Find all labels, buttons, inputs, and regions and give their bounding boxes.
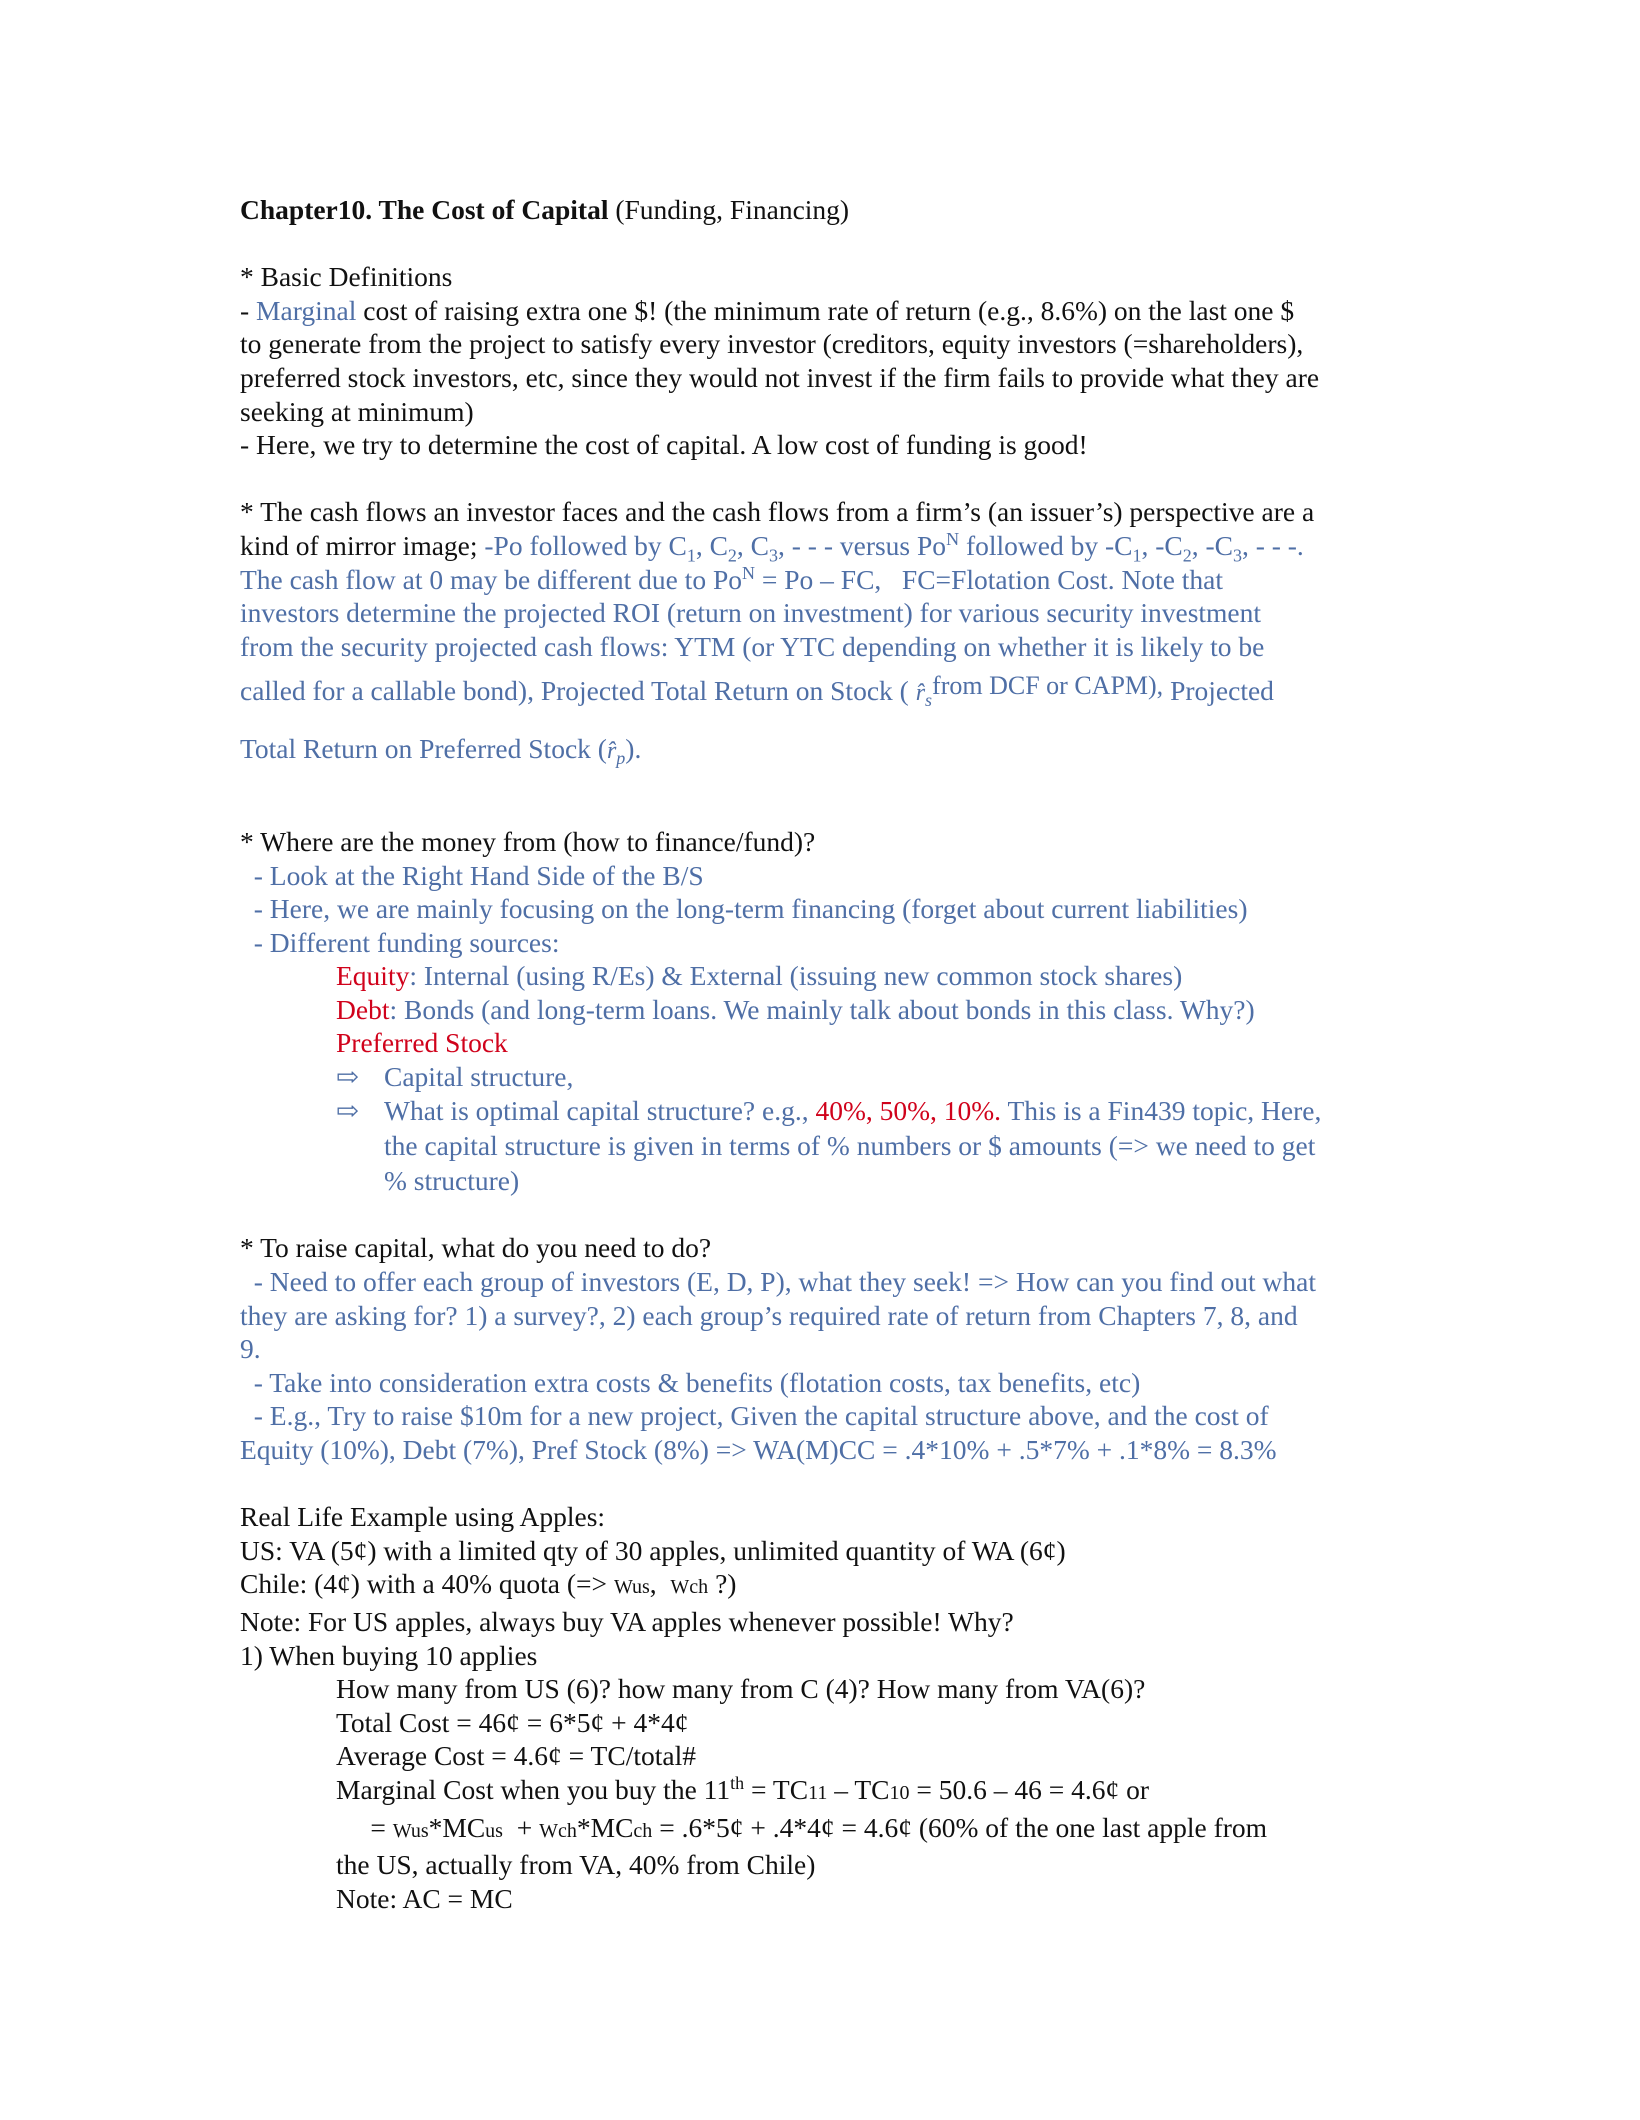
equity-text: : Internal (using R/Es) & External (issuing new common stock shares) (409, 960, 1183, 992)
chile-b: ?) (708, 1568, 737, 1600)
sup-th: th (730, 1772, 745, 1793)
cash-flows-section (240, 495, 1400, 779)
basic-definitions-section (240, 260, 1400, 462)
cashflow-line-6 (240, 663, 1400, 721)
seq-part: , - - -. (1241, 529, 1304, 561)
arrow-icon: ⇨ (336, 1061, 360, 1093)
i5-b: *MC (428, 1811, 486, 1843)
seq-part: , -C (1141, 529, 1183, 561)
sub-10: 10 (889, 1781, 910, 1804)
raise-line-6: Equity (10%), Debt (7%), Pref Stock (8%) => WA(M)CC = .4*10% + .5*7% + .1*8% = 8.3% (240, 1434, 1277, 1465)
r-hat-s (915, 680, 933, 711)
i5-a: = (336, 1811, 393, 1843)
w-us: Wus (613, 1576, 650, 1599)
seq-part: , C (736, 529, 770, 561)
apples-us: US: VA (5¢) with a limited qty of 30 apples, unlimited quantity of WA (6¢) (240, 1534, 1066, 1566)
r-hat-p (606, 738, 626, 769)
apples-section (240, 1500, 1400, 1915)
apples-item-5 (240, 1811, 1400, 1849)
cap1-text: Capital structure, (384, 1061, 574, 1093)
basic-line-5: - Here, we try to determine the cost of capital. A low cost of funding is good! (240, 429, 1088, 461)
basic-line-3: preferred stock investors, etc, since they would not invest if the firm fails to provide what they are (240, 361, 1320, 393)
cf7-b: ). (625, 733, 642, 765)
sub-1: 1 (1132, 545, 1142, 566)
sub-2: 2 (727, 545, 737, 566)
w-us: Wus (392, 1819, 429, 1842)
money-heading: * Where are the money from (how to finance/fund)? (240, 825, 816, 857)
sup-n: N (741, 562, 755, 583)
i5-e: = .6*5¢ + .4*4¢ = 4.6¢ (60% of the one last apple from (652, 1811, 1268, 1843)
document-page (240, 193, 1400, 1915)
raise-line-3: 9. (240, 1333, 261, 1365)
sub-us: us (485, 1819, 503, 1842)
basic-line-1-text: cost of raising extra one $! (the minimum rate of return (e.g., 8.6%) on the last one $ (356, 294, 1295, 326)
raise-line-4: - Take into consideration extra costs & benefits (flotation costs, tax benefits, etc) (240, 1366, 1141, 1398)
apples-chile (240, 1567, 1400, 1605)
cap3-line: the capital structure is given in terms of % numbers or $ amounts (=> we need to get (384, 1130, 1316, 1162)
arrow-icon: ⇨ (336, 1094, 360, 1126)
cashflow-sequence (484, 528, 1304, 566)
seq-part: followed by -C (959, 529, 1133, 561)
r-hat: r̂ (606, 738, 617, 765)
sub-11: 11 (808, 1781, 828, 1804)
basic-line-2: to generate from the project to satisfy every investor (creditors, equity investors (=shareholders), (240, 328, 1304, 360)
apples-item-7: Note: AC = MC (336, 1882, 513, 1914)
basic-line-4: seeking at minimum) (240, 395, 474, 427)
cap2-b: This is a Fin439 topic, Here, (1001, 1094, 1322, 1126)
sub-1: 1 (686, 545, 696, 566)
raise-line-2: they are asking for? 1) a survey?, 2) each group’s required rate of return from Chapters 7, 8, and (240, 1299, 1298, 1331)
apples-heading: Real Life Example using Apples: (240, 1501, 606, 1533)
seq-part: , -C (1191, 529, 1233, 561)
cf6-b: from DCF or CAPM), (932, 671, 1164, 701)
cashflow-line-7 (240, 721, 1400, 779)
apples-item-4 (240, 1773, 1400, 1811)
cashflow-line-2 (240, 528, 1400, 566)
title-bold: Chapter10. The Cost of Capital (240, 194, 609, 225)
i5-c: + (502, 1811, 540, 1843)
w-ch: Wch (670, 1576, 709, 1599)
optimal-structure-item (240, 1094, 1400, 1128)
debt-text: : Bonds (and long-term loans. We mainly talk about bonds in this class. Why?) (389, 993, 1255, 1025)
marginal-term: Marginal (256, 294, 357, 326)
cashflow-text: kind of mirror image; (240, 529, 485, 561)
r-hat: r̂ (915, 680, 926, 707)
cashflow-line-3 (240, 563, 1400, 597)
i4-a: Marginal Cost when you buy the 11 (336, 1773, 731, 1805)
apples-q1: 1) When buying 10 applies (240, 1639, 538, 1671)
apples-item-3: Average Cost = 4.6¢ = TC/total# (336, 1740, 696, 1772)
sub-3: 3 (1232, 545, 1242, 566)
dash: - (240, 294, 257, 326)
cap2-a: What is optimal capital structure? e.g., (384, 1094, 816, 1126)
apples-note-1: Note: For US apples, always buy VA apples whenever possible! Why? (240, 1605, 1014, 1637)
sub-p: p (616, 748, 626, 769)
money-bullet-2: - Here, we are mainly focusing on the long-term financing (forget about current liabilities) (240, 893, 1248, 925)
chapter-title (240, 193, 1400, 227)
apples-item-2: Total Cost = 46¢ = 6*5¢ + 4*4¢ (336, 1706, 689, 1738)
cf6-c: Projected (1163, 675, 1274, 707)
seq-part: , - - - versus Po (778, 529, 947, 561)
cf6-a: called for a callable bond), Projected Total Return on Stock ( (240, 675, 916, 707)
raise-line-1: - Need to offer each group of investors (E, D, P), what they seek! => How can you find out what (240, 1266, 1316, 1298)
raise-capital-section (240, 1231, 1400, 1466)
capital-structure-item (240, 1060, 1400, 1094)
seq-part: -Po followed by C (484, 529, 687, 561)
preferred-stock-label: Preferred Stock (336, 1027, 508, 1059)
chile-a: Chile: (4¢) with a 40% quota (=> (240, 1568, 614, 1600)
i4-c: – TC (827, 1773, 890, 1805)
debt-line (240, 993, 1400, 1027)
basic-heading: * Basic Definitions (240, 261, 453, 293)
cap4-line: % structure) (384, 1165, 520, 1197)
cashflow-line-4: investors determine the projected ROI (return on investment) for various security investment (240, 597, 1262, 629)
raise-line-5: - E.g., Try to raise $10m for a new project, Given the capital structure above, and the cost of (240, 1400, 1269, 1432)
cap2-red: 40%, 50%, 10%. (815, 1094, 1002, 1126)
title-rest: (Funding, Financing) (608, 194, 850, 225)
money-bullet-1: - Look at the Right Hand Side of the B/S (240, 859, 704, 891)
cashflow-line-1: * The cash flows an investor faces and the cash flows from a firm’s (an issuer’s) perspective are a (240, 496, 1315, 528)
cf7-a: Total Return on Preferred Stock ( (240, 733, 607, 765)
money-bullet-3: - Different funding sources: (240, 926, 560, 958)
sub-ch: ch (633, 1819, 653, 1842)
equity-line (240, 959, 1400, 993)
cf3-a: The cash flow at 0 may be different due to Po (240, 563, 742, 595)
chile-sep: , (649, 1568, 671, 1600)
debt-label: Debt (336, 993, 390, 1025)
equity-label: Equity (336, 960, 410, 992)
i4-d: = 50.6 – 46 = 4.6¢ or (909, 1773, 1150, 1805)
seq-part: , C (695, 529, 728, 561)
sub-3: 3 (769, 545, 779, 566)
apples-item-6: the US, actually from VA, 40% from Chile) (336, 1849, 816, 1881)
cf3-b: = Po – FC, FC=Flotation Cost. Note that (754, 563, 1224, 595)
i4-b: = TC (744, 1773, 809, 1805)
cashflow-line-5: from the security projected cash flows: YTM (or YTC depending on whether it is likely to be (240, 630, 1265, 662)
sub-2: 2 (1182, 545, 1192, 566)
apples-item-1: How many from US (6)? how many from C (4)? How many from VA(6)? (336, 1673, 1146, 1705)
raise-heading: * To raise capital, what do you need to do? (240, 1232, 712, 1264)
w-ch: Wch (539, 1819, 577, 1842)
sub-s: s (925, 690, 933, 711)
i5-d: *MC (576, 1811, 634, 1843)
basic-line-1 (240, 294, 1400, 328)
money-sources-section (240, 825, 1400, 1198)
sup-n: N (946, 528, 960, 549)
